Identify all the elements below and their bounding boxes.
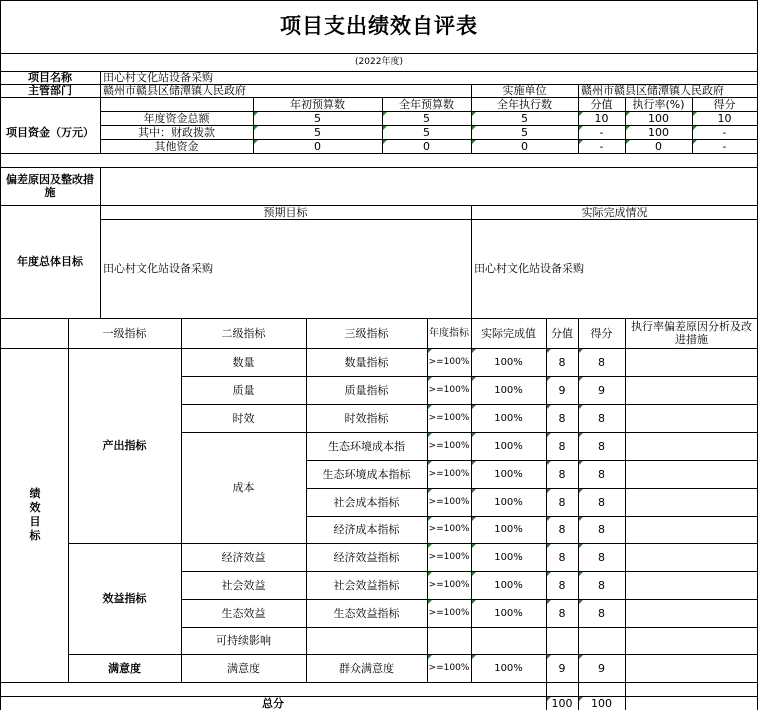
cell-marker xyxy=(472,600,476,604)
level1-benefit: 效益指标 xyxy=(102,592,147,605)
cell-marker xyxy=(693,140,697,144)
cell-marker xyxy=(547,544,551,548)
level2-ecological: 生态效益 xyxy=(221,606,266,620)
level3-indicator: 时效指标 xyxy=(344,411,389,425)
funds-value: 5 xyxy=(521,125,528,139)
cell-marker xyxy=(472,544,476,548)
level3-indicator: 生态环境成本指标 xyxy=(322,467,411,481)
actual-value: 100% xyxy=(494,607,523,619)
weight-value: 8 xyxy=(558,550,566,564)
project-name-label: 项目名称 xyxy=(28,71,72,84)
level3-indicator: 生态环境成本指 xyxy=(328,439,405,453)
funds-value: 10 xyxy=(717,111,732,125)
cell-marker xyxy=(579,126,583,130)
level2-social: 社会效益 xyxy=(221,578,266,592)
cell-marker xyxy=(579,697,583,701)
cell-marker xyxy=(472,349,476,353)
annual-target: >=100% xyxy=(428,524,470,534)
cell-marker xyxy=(472,655,476,659)
funds-row-name: 年度资金总额 xyxy=(143,111,210,125)
cell-marker xyxy=(472,489,476,493)
level1-satisfaction: 满意度 xyxy=(108,661,141,675)
header-weight: 分值 xyxy=(551,326,573,340)
level2-sustainability: 可持续影响 xyxy=(216,634,271,647)
cell-marker xyxy=(626,126,630,130)
cell-marker xyxy=(472,517,476,521)
total-label: 总分 xyxy=(262,696,284,710)
funds-value: - xyxy=(599,125,604,139)
annual-target: >=100% xyxy=(428,468,470,479)
funds-value: 0 xyxy=(655,139,662,153)
cell-marker xyxy=(547,377,551,381)
score-value: 9 xyxy=(598,661,605,675)
funds-value: 5 xyxy=(314,125,321,139)
dept-value: 赣州市赣县区储潭镇人民政府 xyxy=(103,84,246,97)
cell-marker xyxy=(428,461,432,465)
funds-header-3: 分值 xyxy=(590,97,613,111)
funds-value: 0 xyxy=(521,139,528,153)
score-value: 8 xyxy=(598,467,605,481)
score-value xyxy=(578,627,625,654)
annual-target: >=100% xyxy=(428,551,470,562)
cell-marker xyxy=(428,433,432,437)
level3-indicator: 数量指标 xyxy=(344,355,389,369)
funds-value: 0 xyxy=(423,139,430,153)
total-score: 100 xyxy=(591,696,612,710)
cell-marker xyxy=(428,489,432,493)
year-label: (2022年度) xyxy=(355,56,403,67)
level2-quality: 质量 xyxy=(232,383,255,397)
dept-label: 主管部门 xyxy=(28,84,72,97)
annual-target: >=100% xyxy=(428,607,470,618)
annual-target: >=100% xyxy=(428,356,470,367)
weight-value: 8 xyxy=(558,439,566,453)
actual-value: 100% xyxy=(494,440,523,452)
level3-indicator: 生态效益指标 xyxy=(333,606,400,620)
annual-target xyxy=(427,627,471,654)
cell-marker xyxy=(428,655,432,659)
weight-value xyxy=(546,627,578,654)
actual-value: 100% xyxy=(494,384,523,396)
cell-marker xyxy=(472,377,476,381)
cell-marker xyxy=(547,489,551,493)
total-value: 100 xyxy=(551,696,573,710)
cell-marker xyxy=(547,517,551,521)
cell-marker xyxy=(579,112,583,116)
cell-marker xyxy=(472,433,476,437)
cell-marker xyxy=(383,140,387,144)
weight-value: 8 xyxy=(558,411,566,425)
impl-label: 实施单位 xyxy=(502,84,547,97)
cell-marker xyxy=(472,140,476,144)
expected-header: 预期目标 xyxy=(263,205,308,219)
funds-value: 0 xyxy=(314,139,321,153)
funds-label: 项目资金（万元） xyxy=(6,125,94,139)
header-level1: 一级指标 xyxy=(102,326,147,340)
cell-marker xyxy=(428,405,432,409)
funds-value: - xyxy=(722,139,727,153)
funds-row-name: 其他资金 xyxy=(154,139,199,153)
score-value: 9 xyxy=(598,383,605,397)
cell-marker xyxy=(383,126,387,130)
level2-timeliness: 时效 xyxy=(232,411,255,425)
score-value: 8 xyxy=(598,495,605,509)
score-value: 8 xyxy=(598,606,605,620)
actual-goal: 田心村文化站设备采购 xyxy=(474,262,584,275)
score-value: 8 xyxy=(598,578,605,592)
cell-marker xyxy=(579,655,583,659)
cell-marker xyxy=(254,112,258,116)
header-level2: 二级指标 xyxy=(221,326,266,340)
deviation-label: 偏差原因及整改措施 xyxy=(6,173,94,199)
funds-header-4: 执行率(%) xyxy=(632,97,685,111)
level3-indicator: 经济成本指标 xyxy=(333,523,400,536)
level3-indicator: 社会效益指标 xyxy=(333,578,400,592)
cell-marker xyxy=(428,349,432,353)
level3-indicator: 经济效益指标 xyxy=(333,550,400,564)
page-title: 项目支出绩效自评表 xyxy=(280,14,478,38)
cell-marker xyxy=(579,600,583,604)
cell-marker xyxy=(579,572,583,576)
cell-marker xyxy=(472,126,476,130)
funds-value: 100 xyxy=(648,111,669,125)
project-name: 田心村文化站设备采购 xyxy=(103,71,213,84)
weight-value: 8 xyxy=(558,578,566,592)
level3-indicator xyxy=(306,627,427,654)
weight-value: 8 xyxy=(558,606,566,620)
actual-value: 100% xyxy=(494,356,523,368)
funds-value: - xyxy=(599,139,604,153)
impl-value: 赣州市赣县区储潭镇人民政府 xyxy=(581,84,724,97)
cell-marker xyxy=(254,140,258,144)
cell-marker xyxy=(626,112,630,116)
grid-line xyxy=(625,318,626,710)
actual-header: 实际完成情况 xyxy=(581,205,648,219)
cell-marker xyxy=(472,572,476,576)
funds-value: 5 xyxy=(521,111,528,125)
cell-marker xyxy=(547,349,551,353)
cell-marker xyxy=(579,433,583,437)
weight-value: 8 xyxy=(558,467,566,481)
funds-header-5: 得分 xyxy=(713,97,736,111)
score-value: 8 xyxy=(598,355,605,369)
header-score: 得分 xyxy=(590,326,613,340)
score-value: 8 xyxy=(598,523,605,536)
actual-value xyxy=(471,627,546,654)
cell-marker xyxy=(547,697,551,701)
cell-marker xyxy=(383,112,387,116)
level3-indicator: 质量指标 xyxy=(344,383,389,397)
level2-cost: 成本 xyxy=(232,481,255,494)
cell-marker xyxy=(547,461,551,465)
grid-line xyxy=(0,153,758,154)
actual-value: 100% xyxy=(494,412,523,424)
cell-marker xyxy=(579,544,583,548)
funds-value: 5 xyxy=(423,125,430,139)
cell-marker xyxy=(579,349,583,353)
actual-value: 100% xyxy=(494,551,523,563)
cell-marker xyxy=(579,405,583,409)
cell-marker xyxy=(428,572,432,576)
cell-marker xyxy=(428,600,432,604)
grid-line xyxy=(0,682,758,683)
header-deviation-analysis: 执行率偏差原因分析及改进措施 xyxy=(631,320,752,346)
score-value: 8 xyxy=(598,439,605,453)
annual-target: >=100% xyxy=(428,579,470,590)
level3-indicator: 群众满意度 xyxy=(339,661,394,675)
cell-marker xyxy=(547,433,551,437)
cell-marker xyxy=(579,140,583,144)
cell-marker xyxy=(547,655,551,659)
funds-value: - xyxy=(722,125,727,139)
funds-row-name: 其中：财政拨款 xyxy=(138,125,215,139)
cell-marker xyxy=(428,544,432,548)
grid-line xyxy=(0,167,758,168)
cell-marker xyxy=(626,140,630,144)
cell-marker xyxy=(428,377,432,381)
cell-marker xyxy=(579,489,583,493)
score-value: 8 xyxy=(598,411,605,425)
cell-marker xyxy=(693,112,697,116)
perf-target-label: 绩效目标 xyxy=(29,487,41,542)
funds-header-2: 全年执行数 xyxy=(497,97,552,111)
header-annual-target: 年度指标 xyxy=(429,327,469,339)
annual-target: >=100% xyxy=(428,440,470,451)
funds-value: 5 xyxy=(423,111,430,125)
actual-value: 100% xyxy=(494,468,523,480)
cell-marker xyxy=(472,112,476,116)
annual-target: >=100% xyxy=(428,412,470,423)
actual-value: 100% xyxy=(494,579,523,591)
weight-value: 8 xyxy=(558,495,566,509)
cell-marker xyxy=(428,517,432,521)
level2-quantity: 数量 xyxy=(232,355,255,369)
header-level3: 三级指标 xyxy=(344,326,389,340)
funds-value: 100 xyxy=(648,125,669,139)
actual-value: 100% xyxy=(494,524,523,535)
score-value: 8 xyxy=(598,550,605,564)
cell-marker xyxy=(579,461,583,465)
actual-value: 100% xyxy=(494,662,523,674)
weight-value: 8 xyxy=(558,523,566,536)
weight-value: 9 xyxy=(558,383,566,397)
funds-value: 5 xyxy=(314,111,321,125)
weight-value: 8 xyxy=(558,355,566,369)
header-actual-value: 实际完成值 xyxy=(481,326,536,340)
goals-label: 年度总体目标 xyxy=(17,255,83,268)
funds-value: 10 xyxy=(594,111,609,125)
annual-target: >=100% xyxy=(428,496,470,507)
grid-line xyxy=(0,0,1,710)
cell-marker xyxy=(254,126,258,130)
cell-marker xyxy=(579,517,583,521)
actual-value: 100% xyxy=(494,496,523,508)
annual-target: >=100% xyxy=(428,662,470,673)
expected-goal: 田心村文化站设备采购 xyxy=(103,262,213,275)
cell-marker xyxy=(472,405,476,409)
cell-marker xyxy=(547,600,551,604)
cell-marker xyxy=(472,461,476,465)
level1-output: 产出指标 xyxy=(102,439,147,452)
cell-marker xyxy=(693,126,697,130)
level3-indicator: 社会成本指标 xyxy=(333,495,400,509)
cell-marker xyxy=(579,377,583,381)
level2-satisfaction: 满意度 xyxy=(227,661,260,675)
cell-marker xyxy=(547,405,551,409)
funds-header-1: 全年预算数 xyxy=(399,97,454,111)
cell-marker xyxy=(547,572,551,576)
annual-target: >=100% xyxy=(428,384,470,395)
level2-economic: 经济效益 xyxy=(221,550,266,564)
weight-value: 9 xyxy=(558,661,566,675)
funds-header-0: 年初预算数 xyxy=(290,97,345,111)
